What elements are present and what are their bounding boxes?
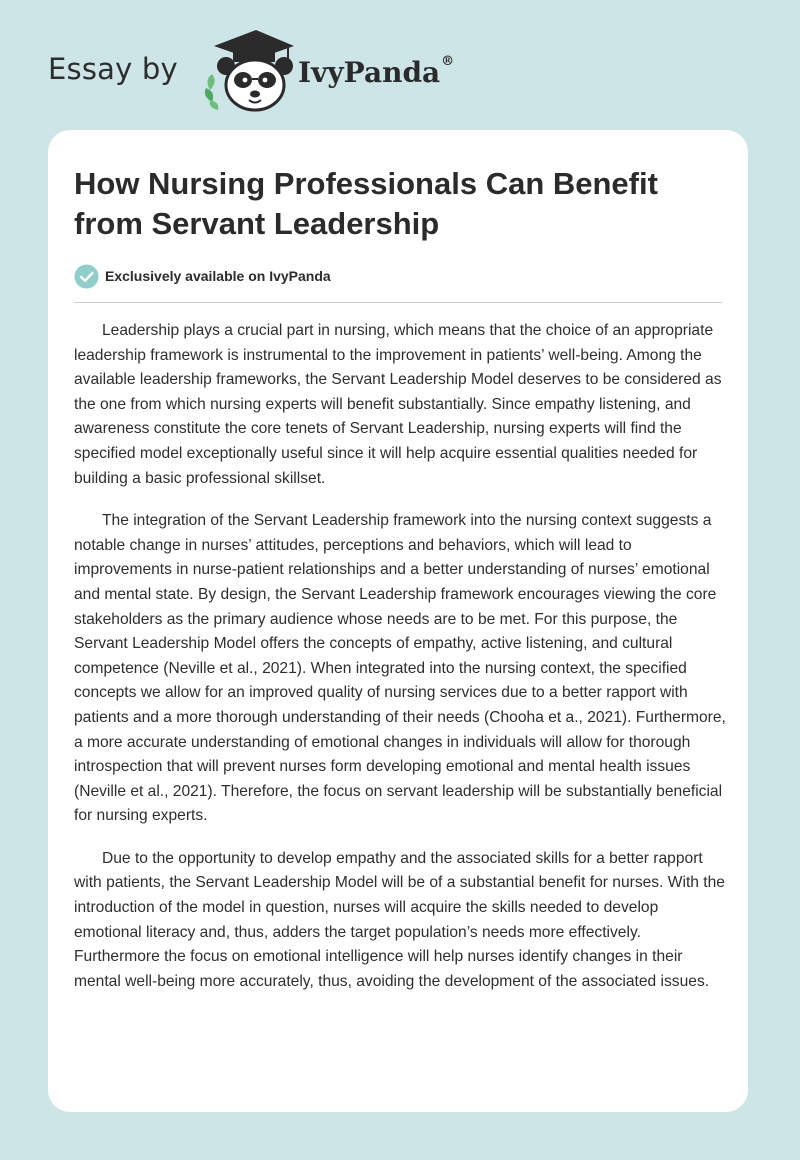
essay-by-label: Essay by (48, 52, 178, 86)
badge-label: Exclusively available on IvyPanda (105, 268, 331, 284)
paragraph: The integration of the Servant Leadership framework into the nursing context suggests a notable change in nurses’ attitudes, perceptions and behaviors, which will lead to improvements in nurse-patient relationships and a better understanding of nurses’ emotional and mental state. By design, the Servant Leadership framework encourages viewing the core stakeholders as the primary audience whose needs are to be met. For this purpose, the Servant Leadership Model offers the concepts of empathy, active listening, and cultural competence (Neville et al., 2021). When integrated into the nursing context, the specified concepts we allow for an improved quality of nursing services due to a better rapport with patients and a more thorough understanding of their needs (Chooha et a., 2021). Furthermore, a more accurate understanding of emotional changes in individuals will allow for thorough introspection that will prevent nurses form developing emotional and mental health issues (Neville et al., 2021). Therefore, the focus on servant leadership will be substantially beneficial for nursing experts. (74, 512, 726, 825)
title-divider (74, 302, 722, 303)
exclusive-badge (74, 263, 331, 289)
brand-name[interactable] (298, 56, 454, 89)
essay-title: How Nursing Professionals Can Benefit from Servant Leadership (74, 166, 658, 241)
brand-label: IvyPanda (298, 56, 441, 89)
panda-logo-icon[interactable] (200, 28, 296, 112)
paragraph: Due to the opportunity to develop empathy and the associated skills for a better rapport with patients, the Servant Leadership Model will be of a substantial benefit for nurses. With the introduction of the model in question, nurses will acquire the skills needed to develop emotional literacy and, thus, adders the target population’s needs more effectively. Furthermore the focus on emotional intelligence will help nurses identify changes in their mental well-being more accurately, thus, avoiding the development of the associated issues. (74, 849, 725, 990)
paragraph: Leadership plays a crucial part in nursing, which means that the choice of an appropriate leadership framework is instrumental to the improvement in patients’ well-being. Among the available leadership frameworks, the Servant Leadership Model deserves to be considered as the one from which nursing experts will benefit substantially. Since empathy listening, and awareness constitute the core tenets of Servant Leadership, nursing experts will find the specified model exceptionally useful since it will help acquire essential qualities needed for building a basic professional skillset. (74, 322, 722, 487)
check-circle-icon (74, 264, 99, 289)
registered-mark: ® (441, 54, 455, 69)
essay-card (48, 130, 748, 1112)
essay-body (74, 319, 726, 1012)
site-header (48, 28, 568, 118)
